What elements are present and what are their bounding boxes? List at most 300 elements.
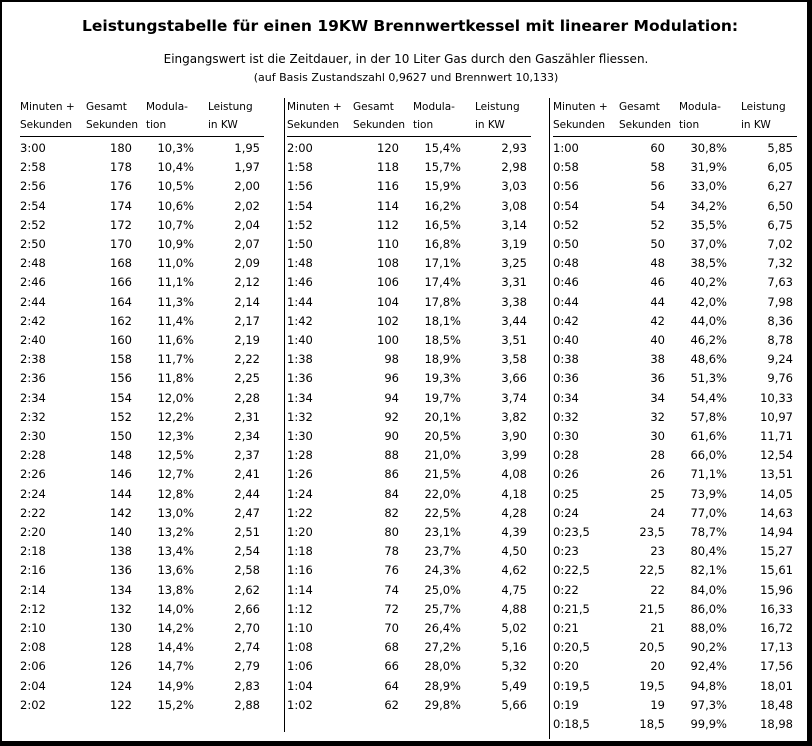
- power-cell: 3,66: [501, 371, 527, 386]
- time-cell: 0:23,5: [553, 525, 590, 539]
- table-row: [553, 485, 797, 504]
- modulation-cell: 37,0%: [690, 237, 727, 251]
- time-cell: 2:20: [20, 525, 46, 539]
- table-row: [553, 561, 797, 580]
- seconds-cell: 172: [110, 217, 132, 232]
- seconds-cell: 158: [110, 352, 132, 367]
- table-row: [20, 465, 264, 484]
- power-cell: 5,32: [501, 659, 527, 674]
- table-row: [20, 696, 264, 715]
- time-cell: 0:21: [553, 621, 579, 635]
- column-header: tion: [679, 119, 700, 131]
- power-cell: 14,05: [760, 486, 793, 501]
- table-row: [553, 331, 797, 350]
- time-cell: 1:24: [287, 486, 313, 501]
- seconds-cell: 144: [110, 486, 132, 501]
- modulation-cell: 44,0%: [690, 313, 727, 328]
- table-row: [20, 293, 264, 312]
- modulation-cell: 42,0%: [690, 294, 727, 309]
- time-cell: 0:21,5: [553, 601, 590, 616]
- header-rule: [20, 136, 264, 137]
- modulation-cell: 12,7%: [157, 467, 194, 482]
- modulation-cell: 90,2%: [690, 640, 727, 655]
- table-row: [553, 677, 797, 696]
- column-header: Modula-: [146, 101, 188, 113]
- power-cell: 9,76: [767, 371, 793, 386]
- modulation-cell: 14,2%: [157, 621, 194, 635]
- table-row: [20, 427, 264, 446]
- table-row: [287, 561, 531, 580]
- table-row: [287, 197, 531, 216]
- seconds-cell: 22,5: [639, 563, 665, 578]
- power-cell: 3,14: [501, 217, 527, 232]
- power-cell: 2,22: [234, 352, 260, 367]
- seconds-cell: 178: [110, 160, 132, 175]
- modulation-cell: 21,0%: [424, 448, 461, 463]
- column-header: Sekunden: [86, 119, 138, 131]
- seconds-cell: 88: [384, 448, 399, 463]
- modulation-cell: 40,2%: [690, 275, 727, 290]
- seconds-cell: 98: [384, 352, 399, 367]
- power-cell: 4,62: [501, 563, 527, 578]
- power-cell: 3,08: [501, 198, 527, 213]
- table-row: [553, 638, 797, 657]
- column-header: in KW: [741, 119, 771, 131]
- seconds-cell: 28: [650, 448, 665, 463]
- time-cell: 0:50: [553, 237, 579, 251]
- time-cell: 1:34: [287, 390, 313, 405]
- power-cell: 5,49: [501, 678, 527, 693]
- power-cell: 7,63: [767, 275, 793, 290]
- seconds-cell: 152: [110, 409, 132, 424]
- time-cell: 0:19: [553, 697, 579, 712]
- table-row: [553, 139, 797, 158]
- seconds-cell: 96: [384, 371, 399, 386]
- time-cell: 1:28: [287, 448, 313, 463]
- seconds-cell: 140: [110, 525, 132, 539]
- header-rule: [553, 136, 797, 137]
- table-row: [553, 158, 797, 177]
- power-cell: 2,88: [234, 697, 260, 712]
- modulation-cell: 97,3%: [690, 697, 727, 712]
- power-cell: 6,05: [767, 160, 793, 175]
- table-row: [20, 485, 264, 504]
- table-row: [20, 657, 264, 676]
- seconds-cell: 180: [110, 141, 132, 155]
- modulation-cell: 34,2%: [690, 198, 727, 213]
- seconds-cell: 84: [384, 486, 399, 501]
- modulation-cell: 82,1%: [690, 563, 727, 578]
- time-cell: 1:18: [287, 544, 313, 559]
- table-row: [553, 619, 797, 638]
- power-cell: 5,16: [501, 640, 527, 655]
- seconds-cell: 60: [650, 141, 665, 155]
- time-cell: 1:22: [287, 505, 313, 520]
- power-cell: 16,72: [760, 621, 793, 635]
- time-cell: 1:06: [287, 659, 313, 674]
- seconds-cell: 22: [650, 582, 665, 597]
- table-row: [553, 657, 797, 676]
- seconds-cell: 130: [110, 621, 132, 635]
- seconds-cell: 86: [384, 467, 399, 482]
- power-cell: 2,17: [234, 313, 260, 328]
- table-row: [553, 408, 797, 427]
- modulation-cell: 86,0%: [690, 601, 727, 616]
- time-cell: 0:20: [553, 659, 579, 674]
- table-row: [287, 427, 531, 446]
- modulation-cell: 10,4%: [157, 160, 194, 175]
- modulation-cell: 25,7%: [424, 601, 461, 616]
- document-subtitle: Eingangswert ist die Zeitdauer, in der 10 Liter Gas durch den Gaszähler fliessen.: [163, 52, 649, 66]
- modulation-cell: 20,1%: [424, 409, 461, 424]
- table-row: [287, 139, 531, 158]
- column-header: tion: [413, 119, 434, 131]
- power-cell: 2,14: [234, 294, 260, 309]
- modulation-cell: 17,1%: [424, 256, 461, 271]
- power-cell: 2,47: [234, 505, 260, 520]
- time-cell: 2:40: [20, 333, 46, 347]
- column-header: in KW: [208, 119, 238, 131]
- seconds-cell: 72: [384, 601, 399, 616]
- power-cell: 17,56: [760, 659, 793, 674]
- time-cell: 1:32: [287, 409, 313, 424]
- time-cell: 0:58: [553, 160, 579, 175]
- modulation-cell: 21,5%: [424, 467, 461, 482]
- time-cell: 1:12: [287, 601, 313, 616]
- seconds-cell: 146: [110, 467, 132, 482]
- table-row: [553, 504, 797, 523]
- table-row: [20, 542, 264, 561]
- time-cell: 1:14: [287, 582, 313, 597]
- modulation-cell: 17,4%: [424, 275, 461, 290]
- power-cell: 17,13: [760, 640, 793, 655]
- power-cell: 13,51: [760, 467, 793, 482]
- seconds-cell: 68: [384, 640, 399, 655]
- seconds-cell: 124: [110, 678, 132, 693]
- time-cell: 1:50: [287, 237, 313, 251]
- modulation-cell: 57,8%: [690, 409, 727, 424]
- modulation-cell: 10,6%: [157, 198, 194, 213]
- table-row: [287, 216, 531, 235]
- time-cell: 0:24: [553, 505, 579, 520]
- table-row: [287, 254, 531, 273]
- time-cell: 1:36: [287, 371, 313, 386]
- time-cell: 2:50: [20, 237, 46, 251]
- time-cell: 1:20: [287, 525, 313, 539]
- table-row: [20, 581, 264, 600]
- power-cell: 1,97: [234, 160, 260, 175]
- table-row: [553, 350, 797, 369]
- power-cell: 7,98: [767, 294, 793, 309]
- modulation-cell: 11,8%: [157, 371, 194, 386]
- column-header: Modula-: [679, 101, 721, 113]
- time-cell: 1:38: [287, 352, 313, 367]
- seconds-cell: 136: [110, 563, 132, 578]
- time-cell: 0:56: [553, 179, 579, 194]
- time-cell: 2:30: [20, 429, 46, 443]
- table-row: [20, 350, 264, 369]
- time-cell: 1:54: [287, 198, 313, 213]
- time-cell: 0:28: [553, 448, 579, 463]
- power-cell: 18,48: [760, 697, 793, 712]
- modulation-cell: 12,5%: [157, 448, 194, 463]
- power-cell: 2,79: [234, 659, 260, 674]
- time-cell: 1:44: [287, 294, 313, 309]
- power-cell: 10,97: [760, 409, 793, 424]
- time-cell: 2:44: [20, 294, 46, 309]
- table-row: [287, 350, 531, 369]
- power-cell: 4,28: [501, 505, 527, 520]
- table-row: [20, 139, 264, 158]
- table-row: [20, 273, 264, 292]
- seconds-cell: 18,5: [639, 717, 665, 731]
- power-cell: 2,02: [234, 198, 260, 213]
- modulation-cell: 16,5%: [424, 217, 461, 232]
- modulation-cell: 38,5%: [690, 256, 727, 271]
- power-cell: 2,44: [234, 486, 260, 501]
- time-cell: 0:19,5: [553, 678, 590, 693]
- modulation-cell: 13,4%: [157, 544, 194, 559]
- table-row: [553, 715, 797, 734]
- column-header: Minuten +: [20, 101, 75, 113]
- modulation-cell: 18,1%: [424, 313, 461, 328]
- power-cell: 3,74: [501, 390, 527, 405]
- table-row: [20, 561, 264, 580]
- modulation-cell: 16,8%: [424, 237, 461, 251]
- power-cell: 3,58: [501, 352, 527, 367]
- power-cell: 5,85: [767, 141, 793, 155]
- power-cell: 7,32: [767, 256, 793, 271]
- power-cell: 2,37: [234, 448, 260, 463]
- seconds-cell: 126: [110, 659, 132, 674]
- table-row: [287, 273, 531, 292]
- table-row: [20, 254, 264, 273]
- column-header: Gesamt: [86, 101, 127, 113]
- table-row: [287, 696, 531, 715]
- modulation-cell: 20,5%: [424, 429, 461, 443]
- power-cell: 8,78: [767, 333, 793, 347]
- time-cell: 1:40: [287, 333, 313, 347]
- power-cell: 2,54: [234, 544, 260, 559]
- seconds-cell: 100: [377, 333, 399, 347]
- seconds-cell: 164: [110, 294, 132, 309]
- seconds-cell: 46: [650, 275, 665, 290]
- seconds-cell: 20,5: [639, 640, 665, 655]
- seconds-cell: 104: [377, 294, 399, 309]
- table-row: [553, 542, 797, 561]
- seconds-cell: 74: [384, 582, 399, 597]
- modulation-cell: 11,6%: [157, 333, 194, 347]
- time-cell: 1:56: [287, 179, 313, 194]
- time-cell: 2:42: [20, 313, 46, 328]
- power-cell: 2,19: [234, 333, 260, 347]
- time-cell: 0:34: [553, 390, 579, 405]
- column-divider: [284, 98, 285, 732]
- table-row: [553, 235, 797, 254]
- seconds-cell: 132: [110, 601, 132, 616]
- modulation-cell: 77,0%: [690, 505, 727, 520]
- seconds-cell: 25: [650, 486, 665, 501]
- seconds-cell: 66: [384, 659, 399, 674]
- power-cell: 3,51: [501, 333, 527, 347]
- basis-note: (auf Basis Zustandszahl 0,9627 und Brennwert 10,133): [253, 71, 559, 84]
- modulation-cell: 24,3%: [424, 563, 461, 578]
- power-cell: 2,31: [234, 409, 260, 424]
- time-cell: 2:10: [20, 621, 46, 635]
- column-header: Sekunden: [353, 119, 405, 131]
- power-cell: 15,61: [760, 563, 793, 578]
- time-cell: 1:58: [287, 160, 313, 175]
- modulation-cell: 10,9%: [157, 237, 194, 251]
- modulation-cell: 12,2%: [157, 409, 194, 424]
- modulation-cell: 13,8%: [157, 582, 194, 597]
- modulation-cell: 84,0%: [690, 582, 727, 597]
- seconds-cell: 114: [377, 198, 399, 213]
- modulation-cell: 28,0%: [424, 659, 461, 674]
- seconds-cell: 94: [384, 390, 399, 405]
- seconds-cell: 118: [377, 160, 399, 175]
- modulation-cell: 11,0%: [157, 256, 194, 271]
- seconds-cell: 50: [650, 237, 665, 251]
- seconds-cell: 54: [650, 198, 665, 213]
- table-row: [287, 389, 531, 408]
- modulation-cell: 15,2%: [157, 697, 194, 712]
- seconds-cell: 122: [110, 697, 132, 712]
- time-cell: 0:22: [553, 582, 579, 597]
- seconds-cell: 23,5: [639, 525, 665, 539]
- power-cell: 4,39: [501, 525, 527, 539]
- table-row: [287, 408, 531, 427]
- seconds-cell: 76: [384, 563, 399, 578]
- time-cell: 0:52: [553, 217, 579, 232]
- modulation-cell: 10,3%: [157, 141, 194, 155]
- modulation-cell: 13,0%: [157, 505, 194, 520]
- column-header: tion: [146, 119, 167, 131]
- time-cell: 2:06: [20, 659, 46, 674]
- time-cell: 2:24: [20, 486, 46, 501]
- table-row: [553, 427, 797, 446]
- seconds-cell: 176: [110, 179, 132, 194]
- power-cell: 3,19: [501, 237, 527, 251]
- table-row: [20, 600, 264, 619]
- time-cell: 2:58: [20, 160, 46, 175]
- seconds-cell: 40: [650, 333, 665, 347]
- power-cell: 2,00: [234, 179, 260, 194]
- table-row: [287, 312, 531, 331]
- table-row: [287, 619, 531, 638]
- time-cell: 1:48: [287, 256, 313, 271]
- time-cell: 2:14: [20, 582, 46, 597]
- time-cell: 0:48: [553, 256, 579, 271]
- table-row: [287, 235, 531, 254]
- table-row: [287, 331, 531, 350]
- column-header: Modula-: [413, 101, 455, 113]
- power-cell: 4,75: [501, 582, 527, 597]
- seconds-cell: 64: [384, 678, 399, 693]
- table-row: [20, 408, 264, 427]
- power-cell: 9,24: [767, 352, 793, 367]
- modulation-cell: 11,7%: [157, 352, 194, 367]
- modulation-cell: 88,0%: [690, 621, 727, 635]
- time-cell: 2:08: [20, 640, 46, 655]
- power-cell: 3,25: [501, 256, 527, 271]
- seconds-cell: 62: [384, 697, 399, 712]
- modulation-cell: 30,8%: [690, 141, 727, 155]
- modulation-cell: 22,0%: [424, 486, 461, 501]
- power-cell: 18,01: [760, 678, 793, 693]
- time-cell: 0:44: [553, 294, 579, 309]
- power-cell: 4,18: [501, 486, 527, 501]
- modulation-cell: 25,0%: [424, 582, 461, 597]
- power-cell: 6,75: [767, 217, 793, 232]
- table-row: [20, 177, 264, 196]
- modulation-cell: 35,5%: [690, 217, 727, 232]
- time-cell: 0:18,5: [553, 717, 590, 731]
- modulation-cell: 13,6%: [157, 563, 194, 578]
- column-header: Minuten +: [553, 101, 608, 113]
- power-cell: 2,09: [234, 256, 260, 271]
- seconds-cell: 162: [110, 313, 132, 328]
- seconds-cell: 160: [110, 333, 132, 347]
- table-row: [287, 638, 531, 657]
- modulation-cell: 18,9%: [424, 352, 461, 367]
- seconds-cell: 134: [110, 582, 132, 597]
- modulation-cell: 66,0%: [690, 448, 727, 463]
- modulation-cell: 11,3%: [157, 294, 194, 309]
- power-cell: 2,51: [234, 525, 260, 539]
- table-row: [287, 523, 531, 542]
- modulation-cell: 99,9%: [690, 717, 727, 731]
- table-row: [553, 389, 797, 408]
- time-cell: 0:54: [553, 198, 579, 213]
- table-row: [553, 465, 797, 484]
- modulation-cell: 92,4%: [690, 659, 727, 674]
- power-cell: 3,03: [501, 179, 527, 194]
- modulation-cell: 10,7%: [157, 217, 194, 232]
- time-cell: 0:22,5: [553, 563, 590, 578]
- table-row: [287, 446, 531, 465]
- time-cell: 1:52: [287, 217, 313, 232]
- time-cell: 2:16: [20, 563, 46, 578]
- seconds-cell: 21,5: [639, 601, 665, 616]
- seconds-cell: 52: [650, 217, 665, 232]
- seconds-cell: 23: [650, 544, 665, 559]
- power-cell: 2,04: [234, 217, 260, 232]
- time-cell: 2:22: [20, 505, 46, 520]
- modulation-cell: 12,8%: [157, 486, 194, 501]
- table-row: [20, 638, 264, 657]
- power-cell: 3,99: [501, 448, 527, 463]
- time-cell: 2:04: [20, 678, 46, 693]
- power-cell: 2,93: [501, 141, 527, 155]
- modulation-cell: 27,2%: [424, 640, 461, 655]
- seconds-cell: 26: [650, 467, 665, 482]
- seconds-cell: 102: [377, 313, 399, 328]
- time-cell: 0:46: [553, 275, 579, 290]
- power-cell: 1,95: [234, 141, 260, 155]
- time-cell: 2:26: [20, 467, 46, 482]
- power-cell: 2,28: [234, 390, 260, 405]
- table-row: [287, 657, 531, 676]
- power-cell: 2,98: [501, 160, 527, 175]
- modulation-cell: 51,3%: [690, 371, 727, 386]
- power-cell: 2,07: [234, 237, 260, 251]
- modulation-cell: 12,0%: [157, 390, 194, 405]
- power-cell: 4,88: [501, 601, 527, 616]
- seconds-cell: 174: [110, 198, 132, 213]
- time-cell: 2:38: [20, 352, 46, 367]
- table-row: [287, 504, 531, 523]
